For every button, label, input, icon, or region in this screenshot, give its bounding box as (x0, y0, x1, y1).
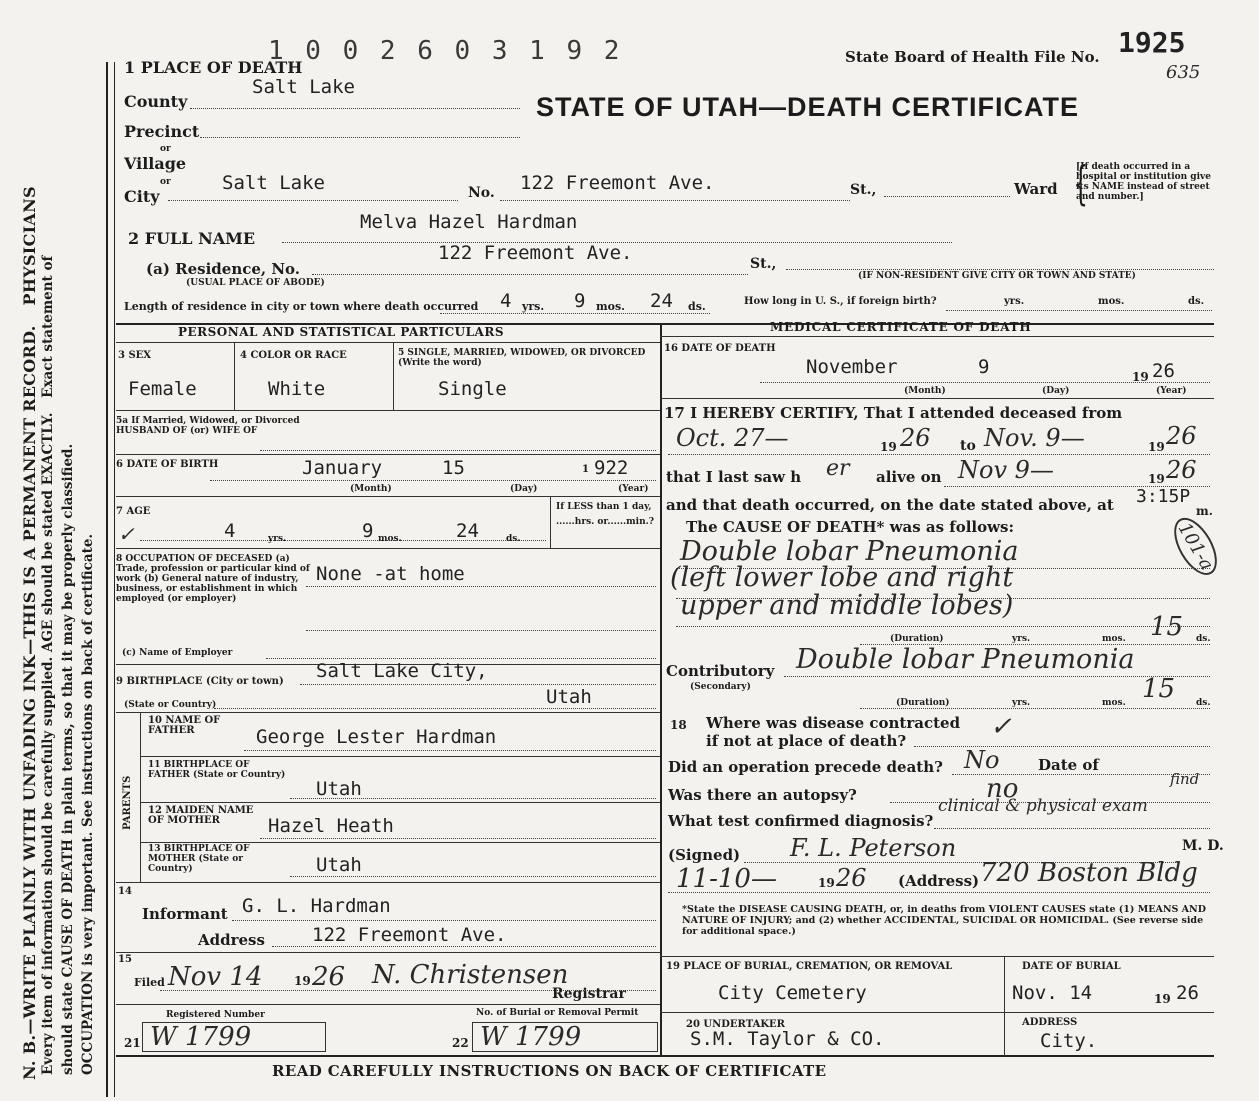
city-label: City (124, 187, 160, 206)
from-year-prefix: 19 (880, 440, 897, 454)
mother-value: Hazel Heath (268, 815, 394, 837)
side-note-information: Every item of information should be carefully supplied. AGE should be stated EXACTLY. Exact statement of (40, 255, 56, 1075)
reg-number-value: W 1799 (150, 1022, 252, 1052)
birthplace-state-line (214, 708, 656, 709)
informant-address-line (272, 946, 656, 947)
birthplace-state: Utah (546, 686, 592, 708)
village-label: Village (124, 154, 187, 173)
filed-label: Filed (134, 976, 165, 989)
personal-heading-rule (116, 342, 660, 343)
sex-divider (234, 342, 235, 410)
attended-line (668, 454, 1210, 455)
physician-signature: F. L. Peterson (790, 834, 957, 862)
residence-length-label: Length of residence in city or town where death occurred (124, 300, 479, 313)
age-months-label: mos. (378, 534, 402, 544)
mother-label: 12 MAIDEN NAME OF MOTHER (148, 805, 254, 826)
color-value: White (268, 378, 326, 400)
death-time-m: m. (1196, 504, 1213, 518)
precinct-line (200, 137, 520, 138)
attended-from: Oct. 27— (676, 424, 789, 452)
county-line (190, 108, 520, 109)
burial-date-label: DATE OF BURIAL (1022, 961, 1121, 972)
row-rule-8 (140, 802, 660, 803)
occupation-line-1 (306, 586, 656, 587)
row-rule-9 (140, 842, 660, 843)
row-rule-1 (116, 410, 660, 411)
filed-year-prefix: 19 (294, 974, 311, 988)
certify-text: 17 I HEREBY CERTIFY, That I attended deceased from (664, 404, 1123, 422)
row-rule-12 (116, 1004, 660, 1005)
registrar-signature: N. Christensen (372, 960, 569, 990)
duration-2-line (860, 708, 1210, 709)
to-year: 26 (1166, 422, 1197, 450)
side-note-permanent-record (20, 186, 39, 1080)
residence-days: 24 (650, 290, 673, 312)
cause-label: The CAUSE OF DEATH* was as follows: (686, 518, 1015, 536)
duration-2-yrs: yrs. (1012, 698, 1031, 708)
contributory-value: Double lobar Pneumonia (796, 644, 1135, 675)
spouse-label: 5a If Married, Widowed, or Divorced HUSBAND OF (or) WIFE OF (116, 416, 300, 436)
informant-label: Informant (142, 905, 228, 923)
us-residence-line (946, 310, 1212, 311)
test-line (934, 828, 1210, 829)
duration-1-label: (Duration) (890, 634, 944, 644)
father-bp-label: 11 BIRTHPLACE OF FATHER (State or Country) (148, 760, 286, 780)
row-rule-11 (116, 952, 660, 953)
dob-day: 15 (442, 457, 465, 479)
residence-value: 122 Freemont Ave. (438, 242, 633, 264)
duration-1-mos: mos. (1102, 634, 1126, 644)
duration-2-days: 15 (1142, 674, 1176, 704)
occupation-label: 8 OCCUPATION OF DECEASED (a) Trade, profession or particular kind of work (b) General nature of industry, business, or establishment in which employed (or employer) (116, 554, 310, 604)
father-bp-line (290, 798, 656, 799)
sex-label: 3 SEX (118, 350, 152, 361)
side-note-cause: should state CAUSE OF DEATH in plain terms, so that it may be properly classified. (60, 443, 76, 1075)
burial-divider (1004, 956, 1005, 1056)
item-18-number: 18 (670, 718, 687, 732)
color-divider (393, 342, 394, 410)
undertaker-address: City. (1040, 1030, 1098, 1052)
item-15-number: 15 (118, 954, 132, 965)
informant-line (232, 920, 656, 921)
informant-value: G. L. Hardman (242, 895, 391, 917)
medical-heading-rule (660, 336, 1214, 337)
street-line (500, 200, 850, 201)
permit-label: No. of Burial or Removal Permit (476, 1008, 639, 1018)
row-rule-4 (116, 548, 660, 549)
cause-rule-3 (676, 626, 1210, 627)
undertaker-value: S.M. Taylor & CO. (690, 1028, 885, 1050)
age-less-divider (550, 496, 551, 548)
contracted-label-2: if not at place of death? (706, 732, 907, 750)
dob-year-label: (Year) (618, 484, 649, 494)
death-year-label: (Year) (1156, 386, 1187, 396)
row-rule-10 (116, 882, 660, 883)
death-month-label: (Month) (904, 386, 946, 396)
registrar-label: Registrar (552, 986, 626, 1002)
city-line (168, 200, 458, 201)
reg-number-label: Registered Number (166, 1010, 265, 1020)
autopsy-label: Was there an autopsy? (668, 786, 857, 804)
death-day-label: (Day) (1042, 386, 1070, 396)
age-days: 24 (456, 520, 479, 542)
dob-month-label: (Month) (350, 484, 392, 494)
duration-1-days: 15 (1150, 612, 1184, 642)
residence-state-line (786, 269, 1214, 270)
duration-1-ds: ds. (1196, 634, 1211, 644)
informant-address: 122 Freemont Ave. (312, 924, 507, 946)
residence-label: (a) Residence, No. (146, 260, 301, 278)
last-saw-label: that I last saw h (666, 468, 802, 486)
sign-year: 26 (836, 864, 867, 892)
cause-line-1: Double lobar Pneumonia (680, 536, 1019, 567)
contributory-sub: (Secondary) (690, 682, 751, 692)
age-less-label: If LESS than 1 day, ......hrs. or......min.? (556, 502, 655, 527)
med-rule-1 (660, 398, 1214, 399)
street-address: 122 Freemont Ave. (520, 172, 715, 194)
reg-number-prefix: 21 (124, 1036, 141, 1050)
burial-place-label: 19 PLACE OF BURIAL, CREMATION, OR REMOVAL (666, 961, 953, 972)
duration-2-label: (Duration) (896, 698, 950, 708)
father-bp-value: Utah (316, 778, 362, 800)
burial-year-prefix: 19 (1154, 992, 1171, 1006)
signed-label: (Signed) (668, 846, 741, 864)
us-mos-label: mos. (1098, 296, 1125, 307)
age-days-label: ds. (506, 534, 521, 544)
dob-label: 6 DATE OF BIRTH (116, 459, 219, 470)
duration-2-ds: ds. (1196, 698, 1211, 708)
side-note-occupation: OCCUPATION is very important. See instructions on back of certificate. (80, 533, 96, 1075)
color-label: 4 COLOR OR RACE (240, 350, 347, 361)
filed-year: 26 (312, 962, 346, 992)
medical-heading: MEDICAL CERTIFICATE OF DEATH (770, 320, 1032, 334)
filed-date: Nov 14 (168, 962, 263, 992)
row-rule-3 (116, 496, 660, 497)
death-date-label: 16 DATE OF DEATH (664, 343, 776, 354)
dob-month: January (302, 457, 383, 479)
md-label: M. D. (1182, 838, 1224, 854)
us-ds-label: ds. (1188, 296, 1205, 307)
bottom-rule (116, 1055, 1214, 1057)
contracted-label: Where was disease contracted (706, 714, 961, 732)
ward-label: Ward (1014, 180, 1058, 198)
residence-length-line (440, 313, 710, 314)
father-label: 10 NAME OF FATHER (148, 715, 221, 736)
personal-heading: PERSONAL AND STATISTICAL PARTICULARS (178, 325, 505, 339)
row-rule-2 (116, 454, 660, 455)
sign-date-line (668, 892, 1210, 893)
residence-years-label: yrs. (522, 300, 545, 313)
file-number-label: State Board of Health File No. (845, 48, 1100, 66)
or-label-2: or (160, 177, 171, 187)
test-value: clinical & physical exam (938, 796, 1148, 816)
county-value: Salt Lake (252, 76, 355, 98)
death-year: 26 (1152, 360, 1175, 382)
residence-months-label: mos. (596, 300, 625, 313)
death-date-line (760, 382, 1210, 383)
last-saw-pronoun: er (826, 456, 850, 481)
operation-value: No (964, 746, 1000, 774)
birthplace-state-label: (State or Country) (124, 700, 217, 710)
dob-year-prefix: 1 (582, 464, 589, 475)
nonresident-note: (IF NON-RESIDENT GIVE CITY OR TOWN AND STATE) (858, 271, 1136, 281)
undertaker-label: 20 UNDERTAKER (686, 1019, 785, 1030)
marital-value: Single (438, 378, 507, 400)
death-day: 9 (978, 356, 990, 378)
age-label: 7 AGE (116, 506, 151, 517)
employer-line (266, 658, 656, 659)
burial-year: 26 (1176, 982, 1199, 1004)
med-rule-burial (660, 956, 1214, 957)
birthplace-line (300, 684, 656, 685)
us-yrs-label: yrs. (1004, 296, 1025, 307)
age-months: 9 (362, 520, 374, 542)
burial-date: Nov. 14 (1012, 982, 1093, 1004)
burial-place: City Cemetery (718, 982, 867, 1004)
alive-year-prefix: 19 (1148, 472, 1165, 486)
sign-date: 11-10— (676, 864, 777, 894)
cause-footnote: *State the DISEASE CAUSING DEATH, or, in deaths from VIOLENT CAUSES state (1) MEANS AND NATURE OF INJURY; and (2) whether ACCIDENTAL, SUICIDAL OR HOMICIDAL. (See reverse side for additional space.) (682, 904, 1206, 937)
cause-code: 101-a (1166, 511, 1226, 582)
undertaker-address-label: ADDRESS (1022, 1017, 1078, 1028)
ward-brace: { (1073, 156, 1088, 210)
contributory-label: Contributory (666, 662, 775, 680)
ward-note: [If death occurred in a hospital or institution give its NAME instead of street and number.] (1076, 162, 1211, 202)
to-year-prefix: 19 (1148, 440, 1165, 454)
dob-day-label: (Day) (510, 484, 538, 494)
duration-2-mos: mos. (1102, 698, 1126, 708)
item-14-number: 14 (118, 886, 132, 897)
full-name-label: 2 FULL NAME (128, 229, 256, 248)
residence-years: 4 (500, 290, 512, 312)
death-year-prefix: 19 (1132, 370, 1149, 384)
file-number-sub: 635 (1166, 62, 1201, 83)
sex-value: Female (128, 378, 197, 400)
birthplace-label: 9 BIRTHPLACE (City or town) (116, 676, 284, 687)
contracted-value: ✓ (990, 712, 1012, 742)
us-residence-label: How long in U. S., if foreign birth? (744, 296, 937, 307)
father-line (244, 750, 656, 751)
side-note-line1b: PHYSICIANS (20, 186, 39, 306)
parents-divider (140, 712, 141, 882)
dob-year: 922 (594, 457, 629, 479)
age-years-label: yrs. (268, 534, 287, 544)
permit-prefix: 22 (452, 1036, 469, 1050)
residence-months: 9 (574, 290, 586, 312)
occurred-label: and that death occurred, on the date stated above, at (666, 496, 1114, 514)
full-name-value: Melva Hazel Hardman (360, 211, 578, 233)
cause-line-3: upper and middle lobes) (680, 590, 1014, 621)
county-label: County (124, 92, 188, 111)
sign-year-prefix: 19 (818, 876, 835, 890)
death-time: 3:15P (1136, 486, 1191, 507)
age-line (140, 540, 546, 541)
marital-label: 5 SINGLE, MARRIED, WIDOWED, OR DIVORCED (Write the word) (398, 348, 646, 368)
mother-bp-value: Utah (316, 854, 362, 876)
occupation-line-2 (306, 630, 656, 631)
residence-line (312, 274, 748, 275)
side-note-line1: N. B.—WRITE PLAINLY WITH UNFADING INK—THIS IS A PERMANENT RECORD. (20, 325, 39, 1080)
autopsy-extra: find (1170, 770, 1200, 788)
operation-date-label: Date of (1038, 756, 1099, 774)
father-value: George Lester Hardman (256, 726, 497, 748)
permit-value: W 1799 (480, 1022, 582, 1052)
left-border-line-2 (114, 62, 115, 1097)
row-rule-7 (140, 756, 660, 757)
parents-label: PARENTS (122, 775, 133, 830)
left-border-line (106, 62, 108, 1097)
column-divider (660, 323, 662, 1055)
alive-on-date: Nov 9— (958, 456, 1054, 484)
test-label: What test confirmed diagnosis? (668, 812, 934, 830)
dob-line (210, 480, 656, 481)
row-rule-6 (116, 712, 660, 713)
residence-sub: (USUAL PLACE OF ABODE) (186, 278, 325, 288)
mother-bp-label: 13 BIRTHPLACE OF MOTHER (State or Country) (148, 844, 250, 874)
precinct-label: Precinct (124, 122, 200, 141)
birthplace-city: Salt Lake City, (316, 660, 488, 682)
place-of-death-label: 1 PLACE OF DEATH (124, 58, 303, 77)
operation-label: Did an operation precede death? (668, 758, 943, 776)
alive-year: 26 (1166, 456, 1197, 484)
occupation-value: None -at home (316, 563, 465, 585)
footer-instructions: READ CAREFULLY INSTRUCTIONS ON BACK OF CERTIFICATE (272, 1062, 827, 1080)
age-years: 4 (224, 520, 236, 542)
file-number: 1925 (1118, 26, 1186, 59)
alive-on-label: alive on (876, 468, 942, 486)
duration-1-yrs: yrs. (1012, 634, 1031, 644)
informant-address-label: Address (198, 931, 265, 949)
med-rule-undertaker (660, 1012, 1214, 1013)
residence-st-label: St., (750, 256, 777, 272)
street-st-label: St., (850, 182, 877, 198)
attended-to: Nov. 9— (984, 424, 1085, 452)
from-year: 26 (900, 424, 931, 452)
or-label-1: or (160, 144, 171, 154)
ward-line (884, 196, 1010, 197)
mother-bp-line (290, 876, 656, 877)
spouse-line (260, 450, 656, 451)
city-value: Salt Lake (222, 172, 325, 194)
autopsy-value: no (986, 774, 1019, 804)
cause-line-2: (left lower lobe and right (670, 562, 1014, 593)
age-checkmark: ✓ (118, 522, 135, 546)
death-month: November (806, 356, 898, 378)
employer-label: (c) Name of Employer (122, 648, 233, 658)
street-no-label: No. (468, 185, 495, 201)
sign-address: 720 Boston Bldg (980, 858, 1198, 888)
residence-days-label: ds. (688, 300, 706, 313)
mother-line (260, 838, 656, 839)
certificate-title: STATE OF UTAH—DEATH CERTIFICATE (536, 92, 1079, 122)
to-label: to (960, 438, 976, 454)
sign-address-label: (Address) (898, 872, 980, 890)
contracted-line (914, 746, 1210, 747)
serial-number: 1 0 0 2 6 0 3 1 9 2 (268, 36, 623, 66)
